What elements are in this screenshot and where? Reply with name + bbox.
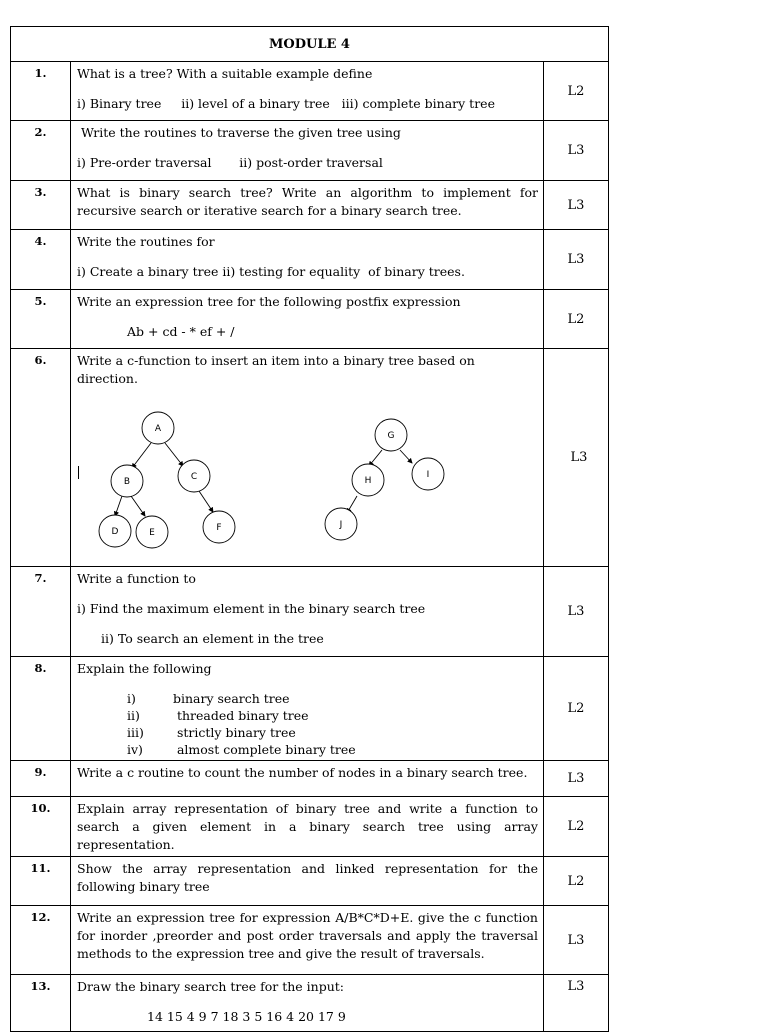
binary-trees-figure xyxy=(77,388,537,564)
node-label: C xyxy=(190,472,198,482)
postfix-expression: Ab + cd - * ef + / xyxy=(127,324,235,339)
tree-edge xyxy=(400,450,412,463)
level-cell: L2 xyxy=(544,62,609,121)
question-text xyxy=(71,349,544,567)
level-cell: L3 xyxy=(544,567,609,657)
question-text xyxy=(71,121,544,181)
question-line: Write the routines for xyxy=(77,234,215,249)
node-label: I xyxy=(426,470,430,480)
question-text xyxy=(71,290,544,349)
question-line: What is a tree? With a suitable example define xyxy=(77,66,373,81)
question-number: 5. xyxy=(11,290,71,349)
list-item-text: strictly binary tree xyxy=(173,725,296,740)
title-row xyxy=(11,27,609,62)
list-item-text: almost complete binary tree xyxy=(173,742,356,757)
question-line: Write a c-function to insert an item into a binary tree based on direction. xyxy=(77,353,475,386)
level-cell: L3 xyxy=(544,349,609,567)
node-label: H xyxy=(364,476,372,486)
tree-diagrams xyxy=(77,388,538,564)
level-cell: L2 xyxy=(544,657,609,761)
question-line: i) Pre-order traversal ii) post-order traversal xyxy=(77,155,383,170)
question-text: Show the array representation and linked representation for the following binary tree xyxy=(71,857,544,906)
question-text xyxy=(71,657,544,761)
question-line: Draw the binary search tree for the input: xyxy=(77,979,344,994)
question-row-8 xyxy=(11,657,609,761)
question-row-5 xyxy=(11,290,609,349)
level-cell: L3 xyxy=(544,121,609,181)
tree-edge xyxy=(115,496,122,516)
question-number: 12. xyxy=(11,906,71,975)
question-sheet xyxy=(10,26,608,1032)
question-number: 11. xyxy=(11,857,71,906)
question-row-4 xyxy=(11,230,609,290)
question-row-2 xyxy=(11,121,609,181)
question-row-10 xyxy=(11,797,609,857)
question-line: Write the routines to traverse the given tree using xyxy=(77,125,401,140)
level-cell: L2 xyxy=(544,857,609,906)
question-text: Write an expression tree for expression A/B*C*D+E. give the c function for inorder ,preorder and post order traversals and apply the traversal methods to the expression tree and give the result of traversals. xyxy=(71,906,544,975)
question-text: Write a c routine to count the number of nodes in a binary search tree. xyxy=(71,761,544,797)
roman-numeral: ii) xyxy=(127,708,140,723)
question-line: ii) To search an element in the tree xyxy=(101,631,324,646)
question-row-11 xyxy=(11,857,609,906)
question-text: Explain array representation of binary tree and write a function to search a given element in a binary search tree using array representation. xyxy=(71,797,544,857)
question-row-6 xyxy=(11,349,609,567)
question-number: 8. xyxy=(11,657,71,761)
node-label: D xyxy=(111,527,119,537)
node-label: F xyxy=(216,523,222,533)
question-number: 4. xyxy=(11,230,71,290)
question-row-13 xyxy=(11,975,609,1032)
question-number: 7. xyxy=(11,567,71,657)
node-label: A xyxy=(154,424,162,434)
node-label: B xyxy=(123,477,131,487)
question-line: Write an expression tree for the following postfix expression xyxy=(77,294,461,309)
tree-edge xyxy=(165,443,183,466)
level-cell: L3 xyxy=(544,975,609,1032)
list-item-text: threaded binary tree xyxy=(173,708,309,723)
node-label: J xyxy=(339,520,343,530)
roman-numeral: iv) xyxy=(127,742,143,757)
module-title: MODULE 4 xyxy=(11,27,609,62)
question-line: Explain the following xyxy=(77,661,212,676)
list-item xyxy=(127,690,538,707)
question-line: i) Create a binary tree ii) testing for equality of binary trees. xyxy=(77,264,465,279)
question-row-3 xyxy=(11,181,609,230)
question-number: 10. xyxy=(11,797,71,857)
question-number: 9. xyxy=(11,761,71,797)
level-cell: L2 xyxy=(544,797,609,857)
term-list xyxy=(127,690,538,758)
roman-numeral: i) xyxy=(127,691,136,706)
roman-numeral: iii) xyxy=(127,725,144,740)
question-number: 2. xyxy=(11,121,71,181)
tree-edge xyxy=(199,491,213,512)
question-number: 1. xyxy=(11,62,71,121)
bst-input: 14 15 4 9 7 18 3 5 16 4 20 17 9 xyxy=(147,1009,346,1024)
level-cell: L3 xyxy=(544,761,609,797)
question-text xyxy=(71,62,544,121)
level-cell: L3 xyxy=(544,230,609,290)
list-item xyxy=(127,707,538,724)
question-row-1 xyxy=(11,62,609,121)
level-cell: L3 xyxy=(544,906,609,975)
question-text xyxy=(71,230,544,290)
question-text xyxy=(71,567,544,657)
tree-edge xyxy=(132,443,151,468)
module-table xyxy=(10,26,609,1032)
question-number: 3. xyxy=(11,181,71,230)
question-row-7 xyxy=(11,567,609,657)
question-row-12 xyxy=(11,906,609,975)
question-text xyxy=(71,975,544,1032)
node-label: E xyxy=(149,528,155,538)
question-line: Write a function to xyxy=(77,571,196,586)
question-number: 6. xyxy=(11,349,71,567)
question-number: 13. xyxy=(11,975,71,1032)
question-row-9 xyxy=(11,761,609,797)
list-item xyxy=(127,741,538,758)
level-cell: L3 xyxy=(544,181,609,230)
level-cell: L2 xyxy=(544,290,609,349)
question-text: What is binary search tree? Write an algorithm to implement for recursive search or iterative search for a binary search tree. xyxy=(71,181,544,230)
question-line: i) Binary tree ii) level of a binary tree iii) complete binary tree xyxy=(77,96,495,111)
tree-edge xyxy=(131,496,145,516)
node-label: G xyxy=(387,431,395,441)
tree-edge xyxy=(369,450,382,466)
list-item xyxy=(127,724,538,741)
question-line: i) Find the maximum element in the binary search tree xyxy=(77,601,426,616)
list-item-text: binary search tree xyxy=(173,691,290,706)
